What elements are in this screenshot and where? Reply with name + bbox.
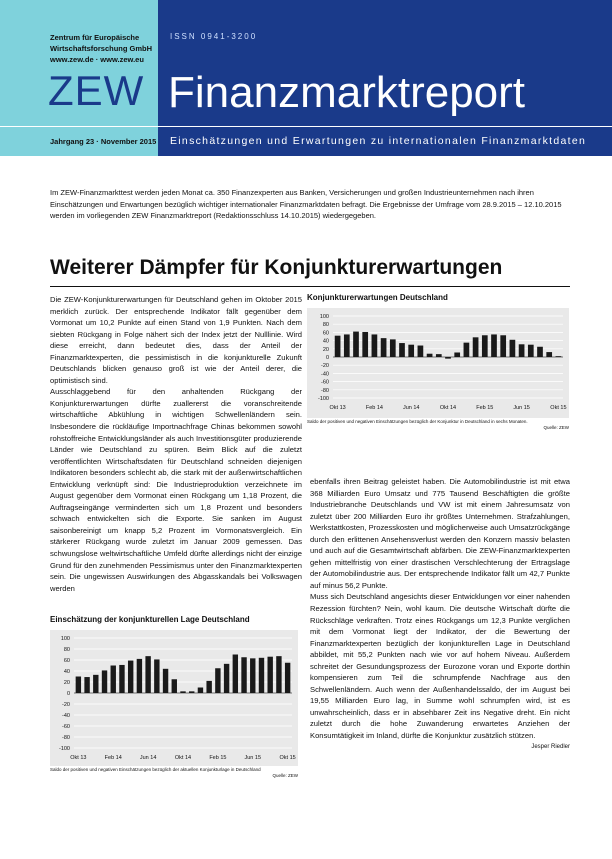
chart-bar (267, 657, 272, 693)
chart-bar (172, 679, 177, 693)
chart-title-expectations: Konjunkturerwartungen Deutschland (307, 293, 448, 302)
y-tick-label: 80 (322, 322, 329, 329)
y-tick-label: -20 (321, 363, 329, 370)
y-tick-label: -80 (321, 387, 329, 394)
x-tick-label: Jun 15 (513, 405, 530, 411)
chart-bar (206, 681, 211, 693)
article-paragraph: Muss sich Deutschland angesichts dieser Entwicklungen vor einer nahenden Rezession fürchten? Nein, wohl kaum. Die deutsche Wirtschaft dürfte die Rückschläge verkraften. Trotz eines Rückgangs um 12,3 Punkte verglichen mit dem Vormonat liegt der Indikator, der die Bewertung der Finanzmarktexperten bezüglich der konjunkturellen Lage in Deutschland abbildet, mit 55,2 Punkten nach wie vor auf hohem Niveau. Außerdem schreitet der Gesundungsprozess der Eurozone voran und Exporte dorthin kompensieren zum Teil die schrumpfende Nachfrage aus den Schwellenländern. Auch wenn der Außenhandelssaldo, der im August bei 19,55 Milliarden Euro lag, in Summe wohl schrumpfen wird, ist es unwahrscheinlich, dass er in absehbarer Zeit ins Negative dreht. Ein nicht zuletzt durch die hohe Zuwanderung erwartetes Anziehen der Konsumtätigkeit im Inland, dürfte die Konjunktur zusätzlich stützen. (310, 592, 570, 741)
chart-bar (102, 670, 107, 693)
chart-bar (259, 658, 264, 693)
chart-title-situation: Einschätzung der konjunkturellen Lage Deutschland (50, 615, 250, 624)
chart-bar (399, 343, 405, 357)
chart-bar (198, 688, 203, 694)
chart-bar (445, 357, 451, 359)
x-tick-label: Jun 14 (139, 755, 157, 761)
chart-bar (215, 668, 220, 693)
chart-bar (241, 657, 246, 693)
chart-bar (362, 332, 368, 357)
chart-bar (145, 656, 150, 693)
chart-bar (454, 352, 460, 357)
chart-situation-note (50, 767, 298, 779)
chart-source: Quelle: ZEW (272, 773, 298, 778)
chart-bar (491, 334, 497, 357)
chart-bar (556, 356, 562, 357)
issn-number: ISSN 0941-3200 (170, 32, 258, 41)
chart-bar (137, 659, 142, 693)
y-tick-label: 40 (63, 669, 70, 675)
chart-bar (189, 691, 194, 693)
chart-note-text: Saldo der positiven und negativen Einschätzungen bezüglich der Konjunktur in Deutschland in sechs Monaten. (307, 419, 528, 424)
article-column-left (50, 294, 302, 594)
y-tick-label: -80 (62, 735, 70, 741)
headline-rule (50, 286, 570, 287)
chart-bar (111, 666, 116, 694)
x-tick-label: Feb 15 (476, 405, 494, 411)
chart-bar (276, 656, 281, 693)
chart-bar (390, 339, 396, 357)
x-tick-label: Okt 15 (279, 755, 296, 761)
chart-bar (436, 354, 442, 357)
article-author: Jesper Riedler (531, 743, 570, 750)
chart-bar (427, 354, 433, 357)
y-tick-label: 20 (63, 680, 70, 686)
y-tick-label: 40 (322, 338, 329, 345)
chart-bar (519, 344, 525, 357)
y-tick-label: -60 (62, 724, 70, 730)
chart-expectations-note (307, 419, 569, 431)
chart-bar (408, 345, 414, 357)
chart-bar (335, 336, 341, 357)
y-tick-label: 100 (60, 636, 70, 642)
x-tick-label: Feb 14 (365, 405, 383, 411)
chart-bar (500, 335, 506, 357)
chart-note-text: Saldo der positiven und negativen Einschätzungen bezüglich der aktuellen Konjunkturlage in Deutschland (50, 767, 261, 772)
x-tick-label: Jun 14 (402, 405, 420, 411)
chart-bar (464, 343, 470, 357)
report-header (0, 0, 612, 156)
chart-bar (233, 655, 238, 694)
x-tick-label: Jun 15 (244, 755, 262, 761)
y-tick-label: 60 (322, 330, 329, 337)
x-tick-label: Okt 14 (439, 405, 457, 411)
y-tick-label: -100 (317, 396, 329, 402)
zew-logo: ZEW (48, 67, 145, 114)
article-paragraph: Ausschlaggebend für den anhaltenden Rückgang der Konjunkturerwartungen dürfte zuallererst die voranschreitende wirtschaftliche Abkühlung in wichtigen Schwellenländern sein. Insbesondere die rückläufige Importnachfrage Chinas bekommen sowohl rohstoffreiche Entwicklungsländer als auch Investitionsgüter produzierende Länder wie Deutschland zu spüren. Beim Blick auf die zuletzt veröffentlichten Wirtschaftsdaten für Deutschland schneiden diejenigen Indikatoren besonders schlecht ab, die stark mit der außenwirtschaftlichen Entwicklung verknüpft sind: Die Industrieproduktion verzeichnete im August gegenüber dem Vormonat einen Rückgang um 1,18 Prozent, die Auftragseingänge verminderten sich um 1,8 Prozent und besonders schwach entwickelten sich die Exporte. Sie sanken im August saisonbereinigt um knapp 5,2 Prozent im Vormonatsvergleich. Ein stärkerer Rückgang wurde zuletzt im Januar 2009 gemessen. Das schwungslose weltwirtschaftliche Umfeld dürfte allerdings nicht der einzige Grund für den zunehmenden Pessimismus unter den Finanzmarktexperten sein. Die ungewissen Auswirkungen des Abgasskandals bei Volkswagen werden (50, 387, 302, 593)
chart-bar (473, 337, 479, 357)
article-column-right (310, 476, 570, 753)
chart-bar (285, 663, 290, 693)
y-tick-label: -40 (321, 371, 329, 378)
x-tick-label: Okt 13 (329, 405, 346, 411)
chart-situation (50, 630, 298, 766)
x-tick-label: Feb 15 (209, 755, 227, 761)
chart-bar (154, 659, 159, 693)
y-tick-label: -20 (62, 702, 70, 708)
institute-website[interactable]: www.zew.de · www.zew.eu (50, 55, 144, 64)
y-tick-label: 20 (322, 346, 329, 353)
x-tick-label: Okt 13 (70, 755, 87, 761)
issue-info: Jahrgang 23 · November 2015 (50, 137, 157, 146)
y-tick-label: -40 (62, 713, 70, 719)
y-tick-label: 0 (66, 691, 70, 697)
y-tick-label: -100 (58, 746, 70, 752)
intro-text: Im ZEW-Finanzmarkttest werden jeden Monat ca. 350 Finanzexperten aus Banken, Versicherungen und großen Industrieunternehmen nach ihren Einschätzungen und Erwartungen bezüglich wichtiger internationaler Finanzmarktdaten befragt. Die Ergebnisse der Umfrage vom 28.9.2015 – 12.10.2015 werden im vorliegenden ZEW Finanzmarktreport (Redaktionsschluss 14.10.2015) wiedergegeben. (50, 188, 562, 220)
chart-situation-svg (50, 630, 298, 766)
header-left-panel (0, 0, 158, 156)
chart-bar (119, 665, 124, 693)
y-tick-label: 100 (319, 314, 329, 320)
chart-bar (76, 677, 81, 694)
chart-bar (418, 346, 424, 357)
y-tick-label: 60 (63, 658, 70, 664)
y-tick-label: 0 (325, 355, 329, 361)
chart-bar (84, 677, 89, 693)
chart-bar (381, 338, 387, 357)
article-paragraph: Die ZEW-Konjunkturerwartungen für Deutschland gehen im Oktober 2015 merklich zurück. Der entsprechende Indikator fällt gegenüber dem Vormonat um 10,2 Punkte auf einen Stand von 1,9 Punkten. Nach dem siebten Rückgang in Folge nähert sich der Index jetzt der Nulllinie. Wird diese erreicht, dann bedeutet dies, dass der Anteil der Finanzmarktexperten, die pessimistisch in die konjunkturelle Zukunft Deutschlands blicken genauso groß ist wie der Anteil derer, die optimistisch sind. (50, 295, 302, 385)
institute-name-line2: Wirtschaftsforschung GmbH (50, 44, 153, 53)
chart-bar (372, 334, 378, 357)
chart-bar (180, 691, 185, 693)
chart-bar (353, 332, 359, 357)
institute-name-line1: Zentrum für Europäische (50, 33, 140, 42)
x-tick-label: Feb 14 (104, 755, 122, 761)
chart-bar (528, 345, 534, 357)
report-subtitle: Einschätzungen und Erwartungen zu internationalen Finanzmarktdaten (170, 135, 587, 147)
chart-bar (537, 347, 543, 357)
y-tick-label: 80 (63, 647, 70, 653)
article-headline: Weiterer Dämpfer für Konjunkturerwartungen (50, 256, 503, 279)
chart-bar (128, 661, 133, 693)
chart-bar (250, 658, 255, 693)
chart-bar (93, 675, 98, 693)
header-divider (0, 126, 612, 127)
institute-info (50, 32, 152, 65)
chart-source: Quelle: ZEW (543, 425, 569, 430)
chart-bar (224, 664, 229, 693)
chart-bar (546, 352, 552, 357)
article-paragraph: ebenfalls ihren Beitrag geleistet haben. Die Automobilindustrie ist mit etwa 368 Milliarden Euro Umsatz und 775 Tausend Beschäftigten die größte Industriebranche Deutschlands und VW ist mit einem Jahresumsatz von zuletzt über 200 Milliarden Euro ihr größtes Unternehmen. Strafzahlungen, Werkstattkosten, Prozesskosten und möglicherweise auch Umsatzrückgänge durch den erlittenen Ansehensverlust werden den Konzern massiv belasten und auch auf die Gesamtwirtschaft abfärben. Die ZEW-Finanzmarktexperten gehen mittelfristig von einer drastischen Verschlechterung der Ertragslage der Automobilindustrie aus. Der entsprechende Indikator fällt um 42,7 Punkte auf minus 56,2 Punkte. (310, 477, 570, 590)
x-tick-label: Okt 14 (174, 755, 192, 761)
report-title: Finanzmarktreport (168, 68, 526, 117)
chart-bar (344, 334, 350, 357)
x-tick-label: Okt 15 (550, 405, 567, 411)
chart-expectations-svg (307, 308, 569, 418)
y-tick-label: -60 (321, 379, 329, 386)
chart-bar (510, 340, 516, 357)
header-right-panel (158, 0, 612, 156)
chart-bar (482, 335, 488, 357)
chart-expectations (307, 308, 569, 418)
chart-bar (163, 669, 168, 693)
